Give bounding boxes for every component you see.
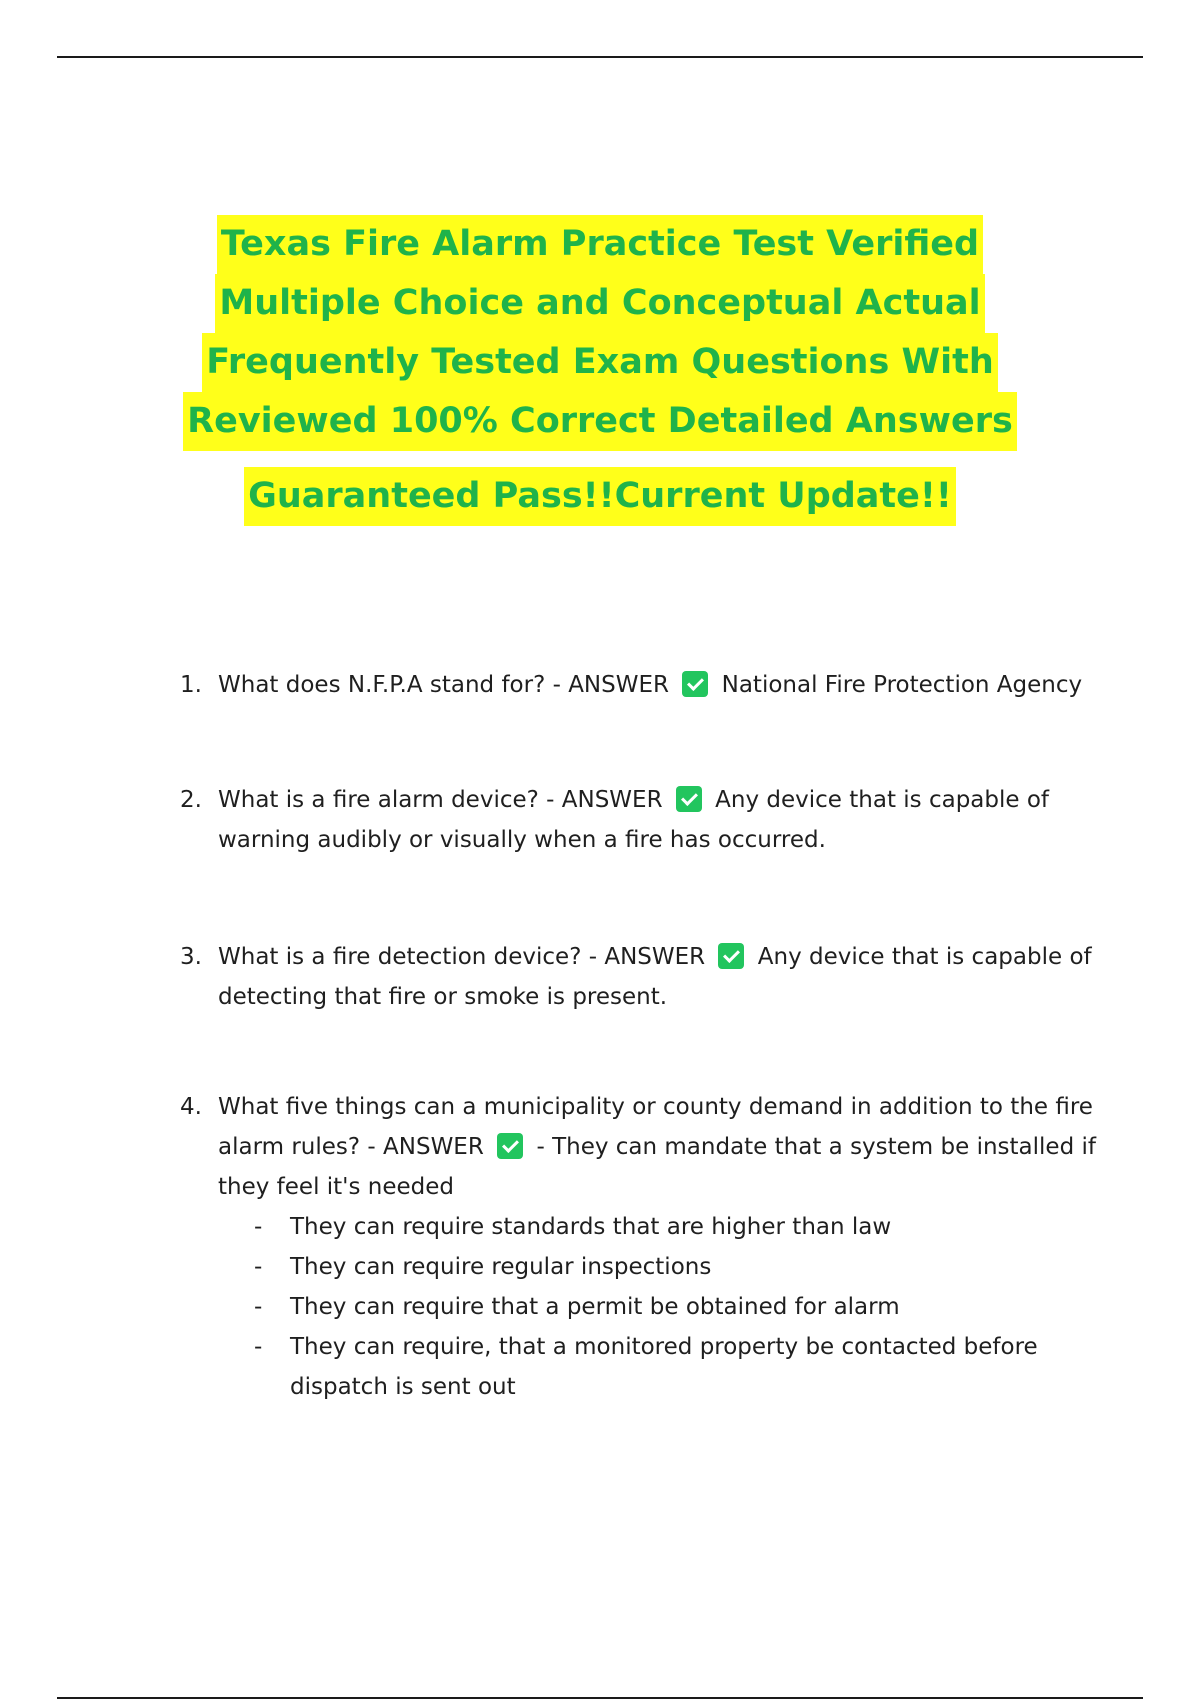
title-line-2: Multiple Choice and Conceptual Actual <box>215 274 984 333</box>
question-item-4 <box>180 1087 1100 1407</box>
question-item-3 <box>180 937 1100 1017</box>
header-rule <box>57 56 1143 58</box>
question-number: 3. <box>180 944 202 970</box>
question-text: What is a fire alarm device? - ANSWER <box>218 787 663 813</box>
list-item-text: They can require standards that are higher than law <box>290 1214 892 1240</box>
question-text: What five things can a municipality or county demand in addition to the fire alarm rules? - ANSWER <box>218 1094 1093 1160</box>
list-item <box>218 1327 1100 1407</box>
list-item <box>218 1287 1100 1327</box>
question-list <box>180 665 1100 1407</box>
list-item <box>218 1247 1100 1287</box>
list-item-text: They can require, that a monitored property be contacted before dispatch is sent out <box>290 1334 1038 1400</box>
check-mark-icon <box>718 943 744 969</box>
footer-rule <box>57 1697 1143 1699</box>
list-dash: - <box>254 1294 263 1320</box>
title-line-4: Reviewed 100% Correct Detailed Answers <box>183 392 1017 451</box>
question-text: What is a fire detection device? - ANSWER <box>218 944 706 970</box>
list-item-text: They can require regular inspections <box>290 1254 712 1280</box>
list-item <box>218 1207 1100 1247</box>
question-item-2 <box>180 780 1100 860</box>
answer-sub-list <box>218 1207 1100 1407</box>
list-dash: - <box>254 1214 263 1240</box>
answer-text: - They can mandate that a system be installed if they feel it's needed <box>218 1134 1096 1200</box>
check-mark-icon <box>497 1133 523 1159</box>
question-text: What does N.F.P.A stand for? - ANSWER <box>218 672 669 698</box>
list-item-text: They can require that a permit be obtained for alarm <box>290 1294 900 1320</box>
answer-text: National Fire Protection Agency <box>721 672 1083 698</box>
check-mark-icon <box>682 671 708 697</box>
title-line-5: Guaranteed Pass!!Current Update!! <box>244 467 956 526</box>
list-dash: - <box>254 1254 263 1280</box>
title-line-1: Texas Fire Alarm Practice Test Verified <box>217 215 983 274</box>
answer-text: Any device that is capable of detecting that fire or smoke is present. <box>218 944 1092 1010</box>
check-mark-icon <box>676 786 702 812</box>
question-number: 2. <box>180 787 202 813</box>
title-line-3: Frequently Tested Exam Questions With <box>202 333 997 392</box>
answer-text: Any device that is capable of warning audibly or visually when a fire has occurred. <box>218 787 1050 853</box>
question-item-1 <box>180 665 1100 705</box>
question-number: 4. <box>180 1094 202 1120</box>
question-number: 1. <box>180 672 202 698</box>
list-dash: - <box>254 1334 263 1360</box>
document-title <box>100 215 1100 526</box>
